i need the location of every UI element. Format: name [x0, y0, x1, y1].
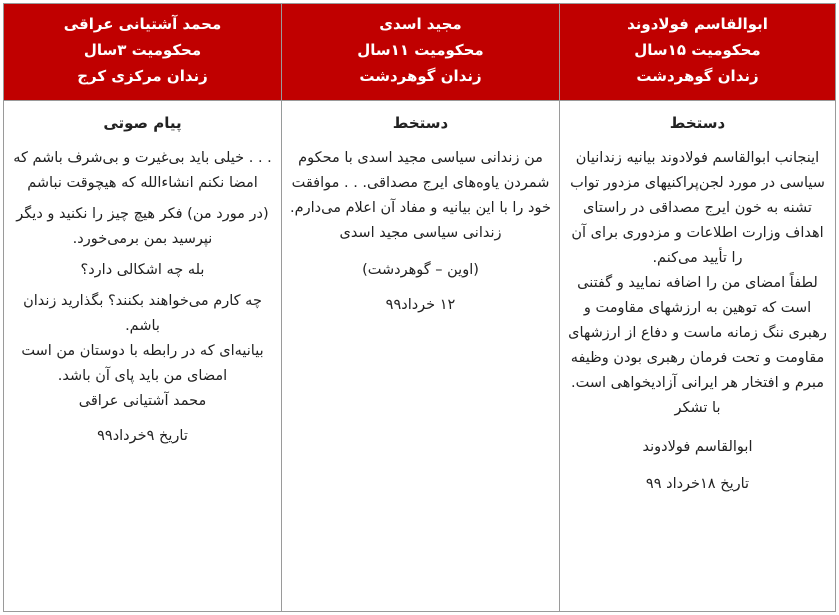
statement-paragraph: لطفاً امضای من را اضافه نمایید و گفتنی است که توهین به ارزشهای مقاومت و رهبری ننگ زمانه ماست و دفاع از ارزشهای مقاومت و تحت فرمان رهبری بودن وظیفه مبرم و افتخار هر ایرانی آزادیخواهی است.	[568, 275, 827, 391]
sentence-length: محکومیت ۱۵سال	[634, 41, 761, 59]
column-body	[560, 101, 835, 611]
statement-date: تاریخ ۱۸خرداد ۹۹	[645, 476, 750, 492]
statement-paragraph: (در مورد من) فکر هیچ چیز را نکنید و دیگر نپرسید بمن برمی‌خورد.	[16, 206, 269, 247]
column-asadi	[281, 4, 559, 611]
statement-date: تاریخ ۹خرداد۹۹	[97, 428, 188, 444]
sentence-length: محکومیت ۳سال	[83, 41, 202, 59]
statement-paragraph: بله چه اشکالی دارد؟	[80, 262, 205, 278]
statement-paragraph: بیانیه‌ای که در رابطه با دوستان من است امضای من باید پای آن باشد.	[21, 343, 264, 384]
column-header	[4, 4, 281, 101]
statement-paragraph: با تشکر	[674, 400, 721, 416]
statement-type: دستخط	[392, 114, 449, 132]
prisoner-name: محمد آشتیانی عراقی	[63, 15, 222, 33]
prisoner-name: ابوالقاسم فولادوند	[627, 15, 768, 33]
column-ashtiani	[4, 4, 281, 611]
statement-type: پیام صوتی	[103, 114, 182, 132]
prisoner-name: مجید اسدی	[379, 15, 462, 33]
column-body	[282, 101, 559, 611]
prison-name: زندان مرکزی کرج	[77, 67, 208, 85]
column-header	[560, 4, 835, 101]
column-header	[282, 4, 559, 101]
statement-paragraph: من زندانی سیاسی مجید اسدی با محکوم شمردن یاوه‌های ایرج مصداقی. . . موافقت خود را با این بیانیه و مفاد آن اعلام می‌دارم. زندانی سیاسی مجید اسدی	[290, 150, 551, 241]
signature: (اوین – گوهردشت)	[362, 262, 479, 278]
statements-table	[3, 3, 836, 612]
statement-paragraph: . . . خیلی باید بی‌غیرت و بی‌شرف باشم که امضا نکنم انشاءالله که هیچوقت نباشم	[13, 150, 272, 191]
prison-name: زندان گوهردشت	[636, 67, 759, 85]
signature: ابوالقاسم فولادوند	[642, 439, 753, 455]
prison-name: زندان گوهردشت	[359, 67, 482, 85]
statement-paragraph: چه کارم می‌خواهند بکنند؟ بگذارید زندان باشم.	[23, 293, 262, 334]
statement-type: دستخط	[669, 114, 726, 132]
statement-paragraph: اینجانب ابوالقاسم فولادوند بیانیه زندانیان سیاسی در مورد لجن‌پراکنیهای مزدور تواب تشنه به خون ایرج مصداقی در راستای اهداف وزارت اطلاعات و مزدوری برای آن را تأیید می‌کنم.	[570, 150, 825, 266]
statement-date: ۱۲ خرداد۹۹	[385, 297, 456, 313]
column-body	[4, 101, 281, 611]
signature: محمد آشتیانی عراقی	[78, 393, 207, 409]
column-fouladvand	[559, 4, 835, 611]
sentence-length: محکومیت ۱۱سال	[357, 41, 484, 59]
